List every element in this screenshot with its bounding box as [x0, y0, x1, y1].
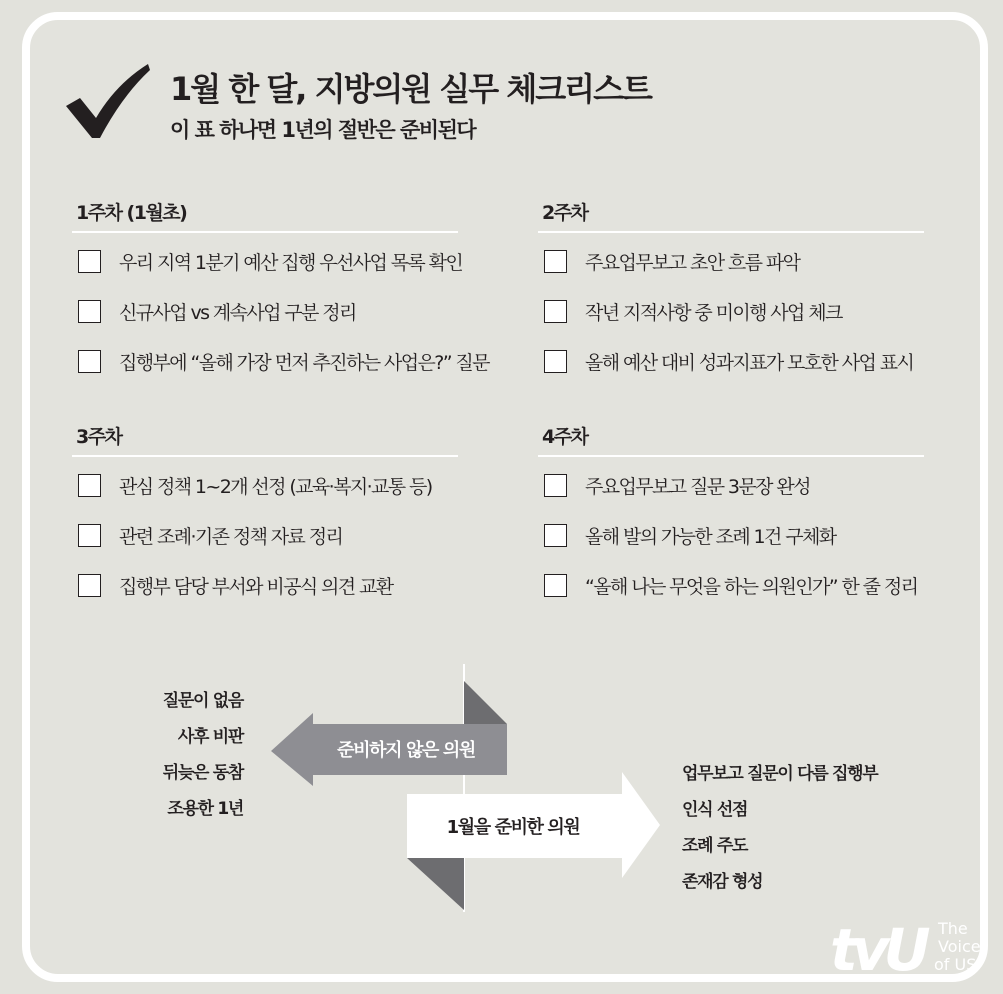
outcome-item: 뒤늦은 동참 — [162, 763, 243, 783]
outcome-item: 업무보고 질문이 다름 집행부 — [682, 764, 878, 784]
week-title: 1주차 (1월초) — [76, 202, 187, 224]
outcome-item: 조례 주도 — [682, 836, 748, 856]
checklist-item-label: 작년 지적사항 중 미이행 사업 체크 — [585, 301, 842, 324]
week-title: 3주차 — [76, 426, 122, 448]
prepared-outcomes — [682, 756, 877, 900]
outcome-item: 조용한 1년 — [167, 799, 243, 819]
outcome-item: 질문이 없음 — [162, 691, 243, 711]
checklist-item-label: 집행부에 “올해 가장 먼저 추진하는 사업은?” 질문 — [119, 351, 489, 374]
checklist-item-label: 주요업무보고 질문 3문장 완성 — [585, 475, 810, 498]
upper-fold-shadow — [464, 681, 507, 724]
checklist-item-label: 우리 지역 1분기 예산 집행 우선사업 목록 확인 — [119, 251, 463, 274]
checklist-item-label: 집행부 담당 부서와 비공식 의견 교환 — [119, 575, 393, 598]
week-title: 2주차 — [542, 202, 588, 224]
checklist-item-label: 올해 예산 대비 성과지표가 모호한 사업 표시 — [585, 351, 914, 374]
unprepared-label: 준비하지 않은 의원 — [337, 740, 475, 761]
logo-line-3: of US — [934, 955, 977, 974]
outcome-item: 인식 선점 — [682, 800, 748, 820]
outcome-item: 존재감 형성 — [682, 872, 763, 892]
logo-line-2: Voice — [938, 937, 981, 956]
page-title: 1월 한 달, 지방의원 실무 체크리스트 — [170, 70, 651, 108]
voice-of-us-logo — [830, 912, 990, 980]
logo-line-1: The — [938, 919, 968, 938]
checklist-item-label: 관련 조례·기존 정책 자료 정리 — [119, 525, 343, 548]
checklist-item-label: 올해 발의 가능한 조례 1건 구체화 — [585, 525, 836, 548]
prepared-label: 1월을 준비한 의원 — [446, 817, 580, 838]
unprepared-outcomes — [163, 683, 243, 827]
checklist-item-label: 관심 정책 1~2개 선정 (교육·복지·교통 등) — [119, 475, 432, 498]
checklist-item-label: 주요업무보고 초안 흐름 파악 — [585, 251, 800, 274]
page-subtitle: 이 표 하나면 1년의 절반은 준비된다 — [170, 118, 476, 142]
outcome-item: 사후 비판 — [177, 727, 243, 747]
checklist-item-label: “올해 나는 무엇을 하는 의원인가” 한 줄 정리 — [585, 575, 918, 598]
week-title: 4주차 — [542, 426, 588, 448]
checklist-item-label: 신규사업 vs 계속사업 구분 정리 — [119, 301, 356, 324]
logo-mark: tvU — [830, 916, 925, 980]
